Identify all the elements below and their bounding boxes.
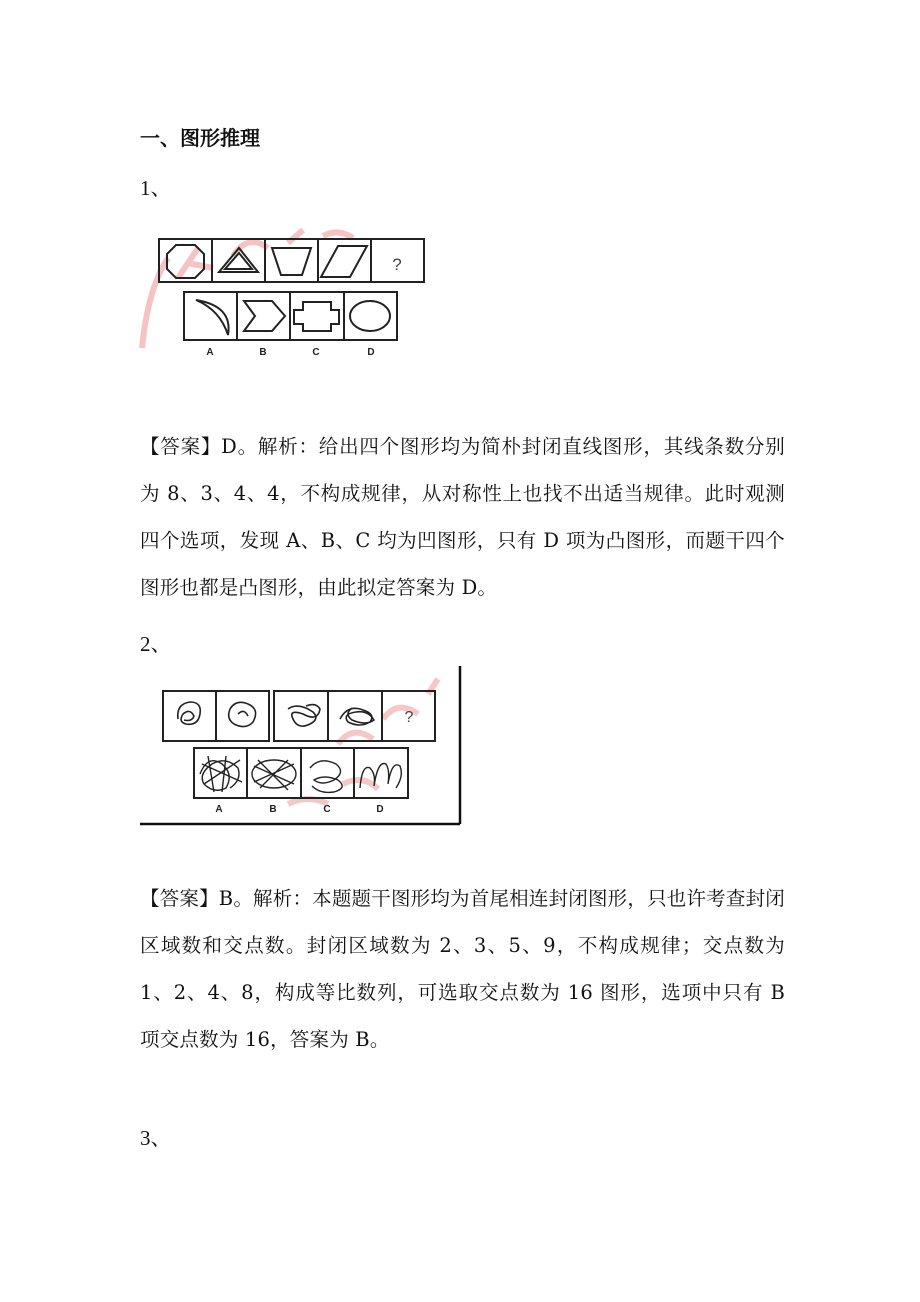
scribble-shape-4 bbox=[340, 708, 374, 725]
question-2-answer: 【答案】B。解析：本题题干图形均为首尾相连封闭图形，只也许考查封闭区域数和交点数。封闭区域数为 2、3、5、9，不构成规律；交点数为 1、2、4、8，构成等比数列，可选取交点数为 16 图形，选项中只有 B 项交点数为 16，答案为 B。 bbox=[140, 887, 785, 1051]
scribble-shape-2 bbox=[229, 702, 256, 726]
option-c-scribble bbox=[310, 761, 342, 793]
question-mark: ? bbox=[404, 709, 414, 726]
option-label-b: B bbox=[259, 347, 267, 358]
option-label-a: A bbox=[206, 347, 214, 358]
option-label-d: D bbox=[367, 347, 375, 358]
option-label-d: D bbox=[376, 804, 384, 815]
option-b-scribble bbox=[252, 760, 296, 790]
ellipse-shape bbox=[350, 301, 390, 331]
scribble-shape-3 bbox=[288, 705, 320, 727]
option-label-c: C bbox=[323, 804, 331, 815]
stem-row bbox=[163, 691, 435, 741]
option-label-c: C bbox=[312, 347, 320, 358]
option-label-b: B bbox=[269, 804, 277, 815]
option-label-a: A bbox=[215, 804, 223, 815]
question-mark: ? bbox=[392, 255, 402, 274]
option-a-scribble bbox=[200, 756, 242, 792]
scribble-shape-1 bbox=[178, 702, 201, 724]
parallelogram-shape bbox=[321, 246, 367, 277]
trapezoid-shape bbox=[272, 248, 311, 275]
question-3-number: 3、 bbox=[140, 1126, 172, 1150]
question-1-figure bbox=[138, 228, 430, 364]
crescent-shape bbox=[196, 300, 229, 335]
option-row bbox=[184, 292, 397, 340]
question-2-figure bbox=[138, 664, 464, 828]
question-1-answer: 【答案】D。解析：给出四个图形均为简朴封闭直线图形，其线条数分别为 8、3、4、4，不构成规律，从对称性上也找不出适当规律。此时观测四个选项，发现 A、B、C 均为凹图形，只有 D 项为凸图形，而题干四个图形也都是凸图形，由此拟定答案为 D。 bbox=[140, 435, 785, 599]
section-title: 一、图形推理 bbox=[140, 126, 260, 150]
question-2-number: 2、 bbox=[140, 632, 172, 656]
cross-block-shape bbox=[294, 302, 339, 331]
question-1-number: 1、 bbox=[140, 176, 172, 200]
chevron-shape bbox=[244, 301, 285, 331]
